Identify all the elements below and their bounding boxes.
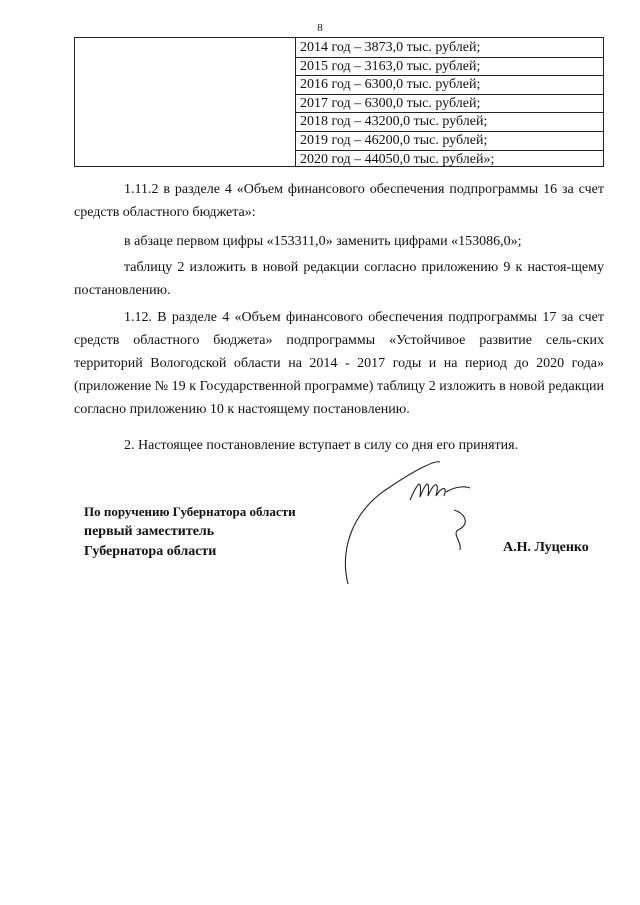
table-value-cell [296, 38, 603, 166]
paragraph-1-12: 1.12. В разделе 4 «Объем финансового обеспечения подпрограммы 17 за счет средств областного бюджета» подпрограммы «Устойчивое развитие сель-ских территорий Вологодской области на 2014 - 2017 годы и на период до 2020 года» (приложение № 19 к Государственной программе) таблицу 2 изложить в новой редакции согласно приложению 10 к настоящему постановлению. [74, 310, 604, 417]
table-row-2020: 2020 год – 44050,0 тыс. рублей»; [300, 151, 495, 167]
signature-line-2: первый заместитель [84, 524, 215, 539]
paragraph-first-abzac: в абзаце первом цифры «153311,0» заменить цифрами «153086,0»; [124, 234, 522, 249]
page-number: 8 [317, 22, 323, 34]
paragraph-effective: 2. Настоящее постановление вступает в силу со дня его принятия. [124, 438, 519, 453]
signature-line-3: Губернатора области [84, 544, 217, 559]
table-row-2015: 2015 год – 3163,0 тыс. рублей; [296, 58, 603, 77]
handwritten-signature [330, 452, 490, 592]
signature-line-1: По поручению Губернатора области [84, 504, 296, 519]
table-empty-cell [75, 38, 296, 166]
table-row-2019: 2019 год – 46200,0 тыс. рублей; [296, 132, 603, 151]
funding-table [74, 37, 604, 167]
paragraph-table-2: таблицу 2 изложить в новой редакции согласно приложению 9 к настоя-щему постановлению. [74, 260, 604, 298]
table-row-2014: 2014 год – 3873,0 тыс. рублей; [296, 39, 603, 58]
signatory-name: А.Н. Луценко [503, 540, 589, 555]
signature-block [84, 502, 296, 562]
table-row-2017: 2017 год – 6300,0 тыс. рублей; [296, 95, 603, 114]
paragraph-1-11-2: 1.11.2 в разделе 4 «Объем финансового обеспечения подпрограммы 16 за счет средств областного бюджета»: [74, 182, 604, 220]
table-row-2018: 2018 год – 43200,0 тыс. рублей; [296, 113, 603, 132]
table-row-2016: 2016 год – 6300,0 тыс. рублей; [296, 76, 603, 95]
